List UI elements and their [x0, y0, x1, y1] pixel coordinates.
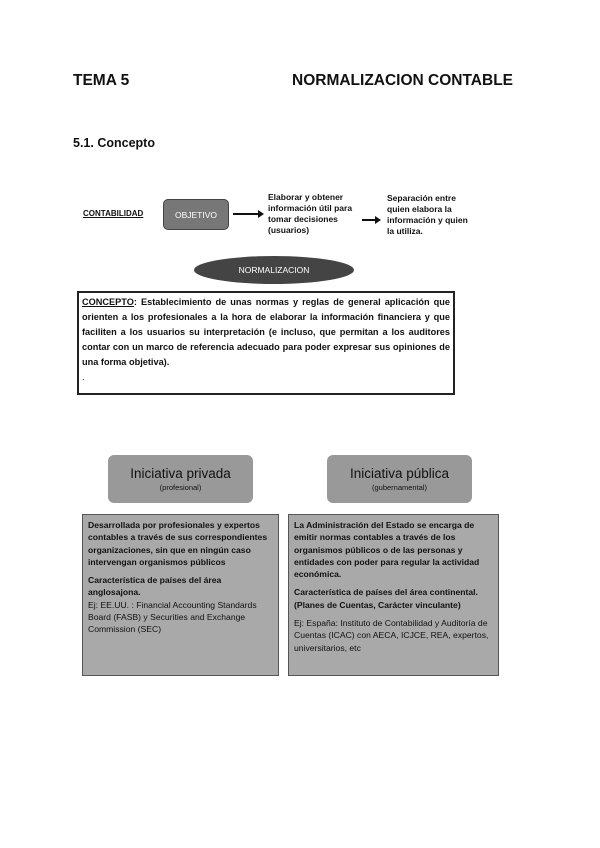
arrow-right-icon	[233, 213, 259, 215]
normalizacion-label: NORMALIZACION	[238, 265, 310, 275]
diagram-separacion: Separación entre quien elabora la información y quien la utiliza.	[387, 193, 468, 236]
publica-ej: Ej: España: Instituto de Contabilidad y Auditoría de Cuentas (ICAC) con AECA, ICJCE, REA, expertos, universitarios, etc	[294, 618, 489, 653]
publica-desc: La Administración del Estado se encarga de emitir normas contables a través de los organismos públicos o de las personas y entidades con poder para regular la actividad económica.	[294, 520, 480, 580]
publica-title: Iniciativa pública	[349, 466, 450, 481]
section-title: 5.1. Concepto	[73, 136, 155, 150]
header-title: NORMALIZACION CONTABLE	[292, 72, 513, 89]
concepto-text: : Establecimiento de unas normas y reglas de general aplicación que orienten a los profesionales a la hora de elaborar la información financiera y que faciliten a los usuarios su interpretación (e incluso, que permitan a los auditores contar con un marco de referencia adecuado para poder expresar sus opiniones de una forma objetiva).	[82, 297, 450, 367]
privada-title: Iniciativa privada	[130, 466, 231, 481]
privada-ej: Ej: EE.UU. : Financial Accounting Standards Board (FASB) y Securities and Exchange Commission (SEC)	[88, 599, 257, 635]
publica-caract: Característica de países del área continental. (Planes de Cuentas, Carácter vinculante)	[294, 587, 478, 610]
diagram-elaborar: Elaborar y obtener información útil para tomar decisiones (usuarios)	[268, 192, 353, 235]
publica-subtitle: (gubernamental)	[371, 483, 428, 492]
diagram-objetivo-box	[163, 199, 229, 230]
normalizacion-ellipse	[194, 256, 354, 284]
concepto-dot: .	[82, 372, 85, 382]
privada-header	[108, 455, 253, 503]
privada-caract: Característica de países del área anglosajona.	[88, 575, 222, 598]
publica-body	[288, 514, 499, 676]
header-topic: TEMA 5	[73, 72, 130, 89]
diagram-objetivo-label: OBJETIVO	[174, 209, 218, 220]
concepto-label: CONCEPTO	[82, 297, 134, 307]
privada-body	[82, 514, 279, 676]
arrow-right-icon	[362, 219, 376, 221]
concepto-box	[77, 291, 455, 395]
privada-subtitle: (profesional)	[159, 483, 202, 492]
privada-desc: Desarrollada por profesionales y expertos contables a través de sus correspondientes organizaciones, sin que en ningún caso intervengan organismos públicos	[88, 520, 268, 567]
publica-header	[327, 455, 472, 503]
diagram-contabilidad: CONTABILIDAD	[83, 209, 144, 218]
